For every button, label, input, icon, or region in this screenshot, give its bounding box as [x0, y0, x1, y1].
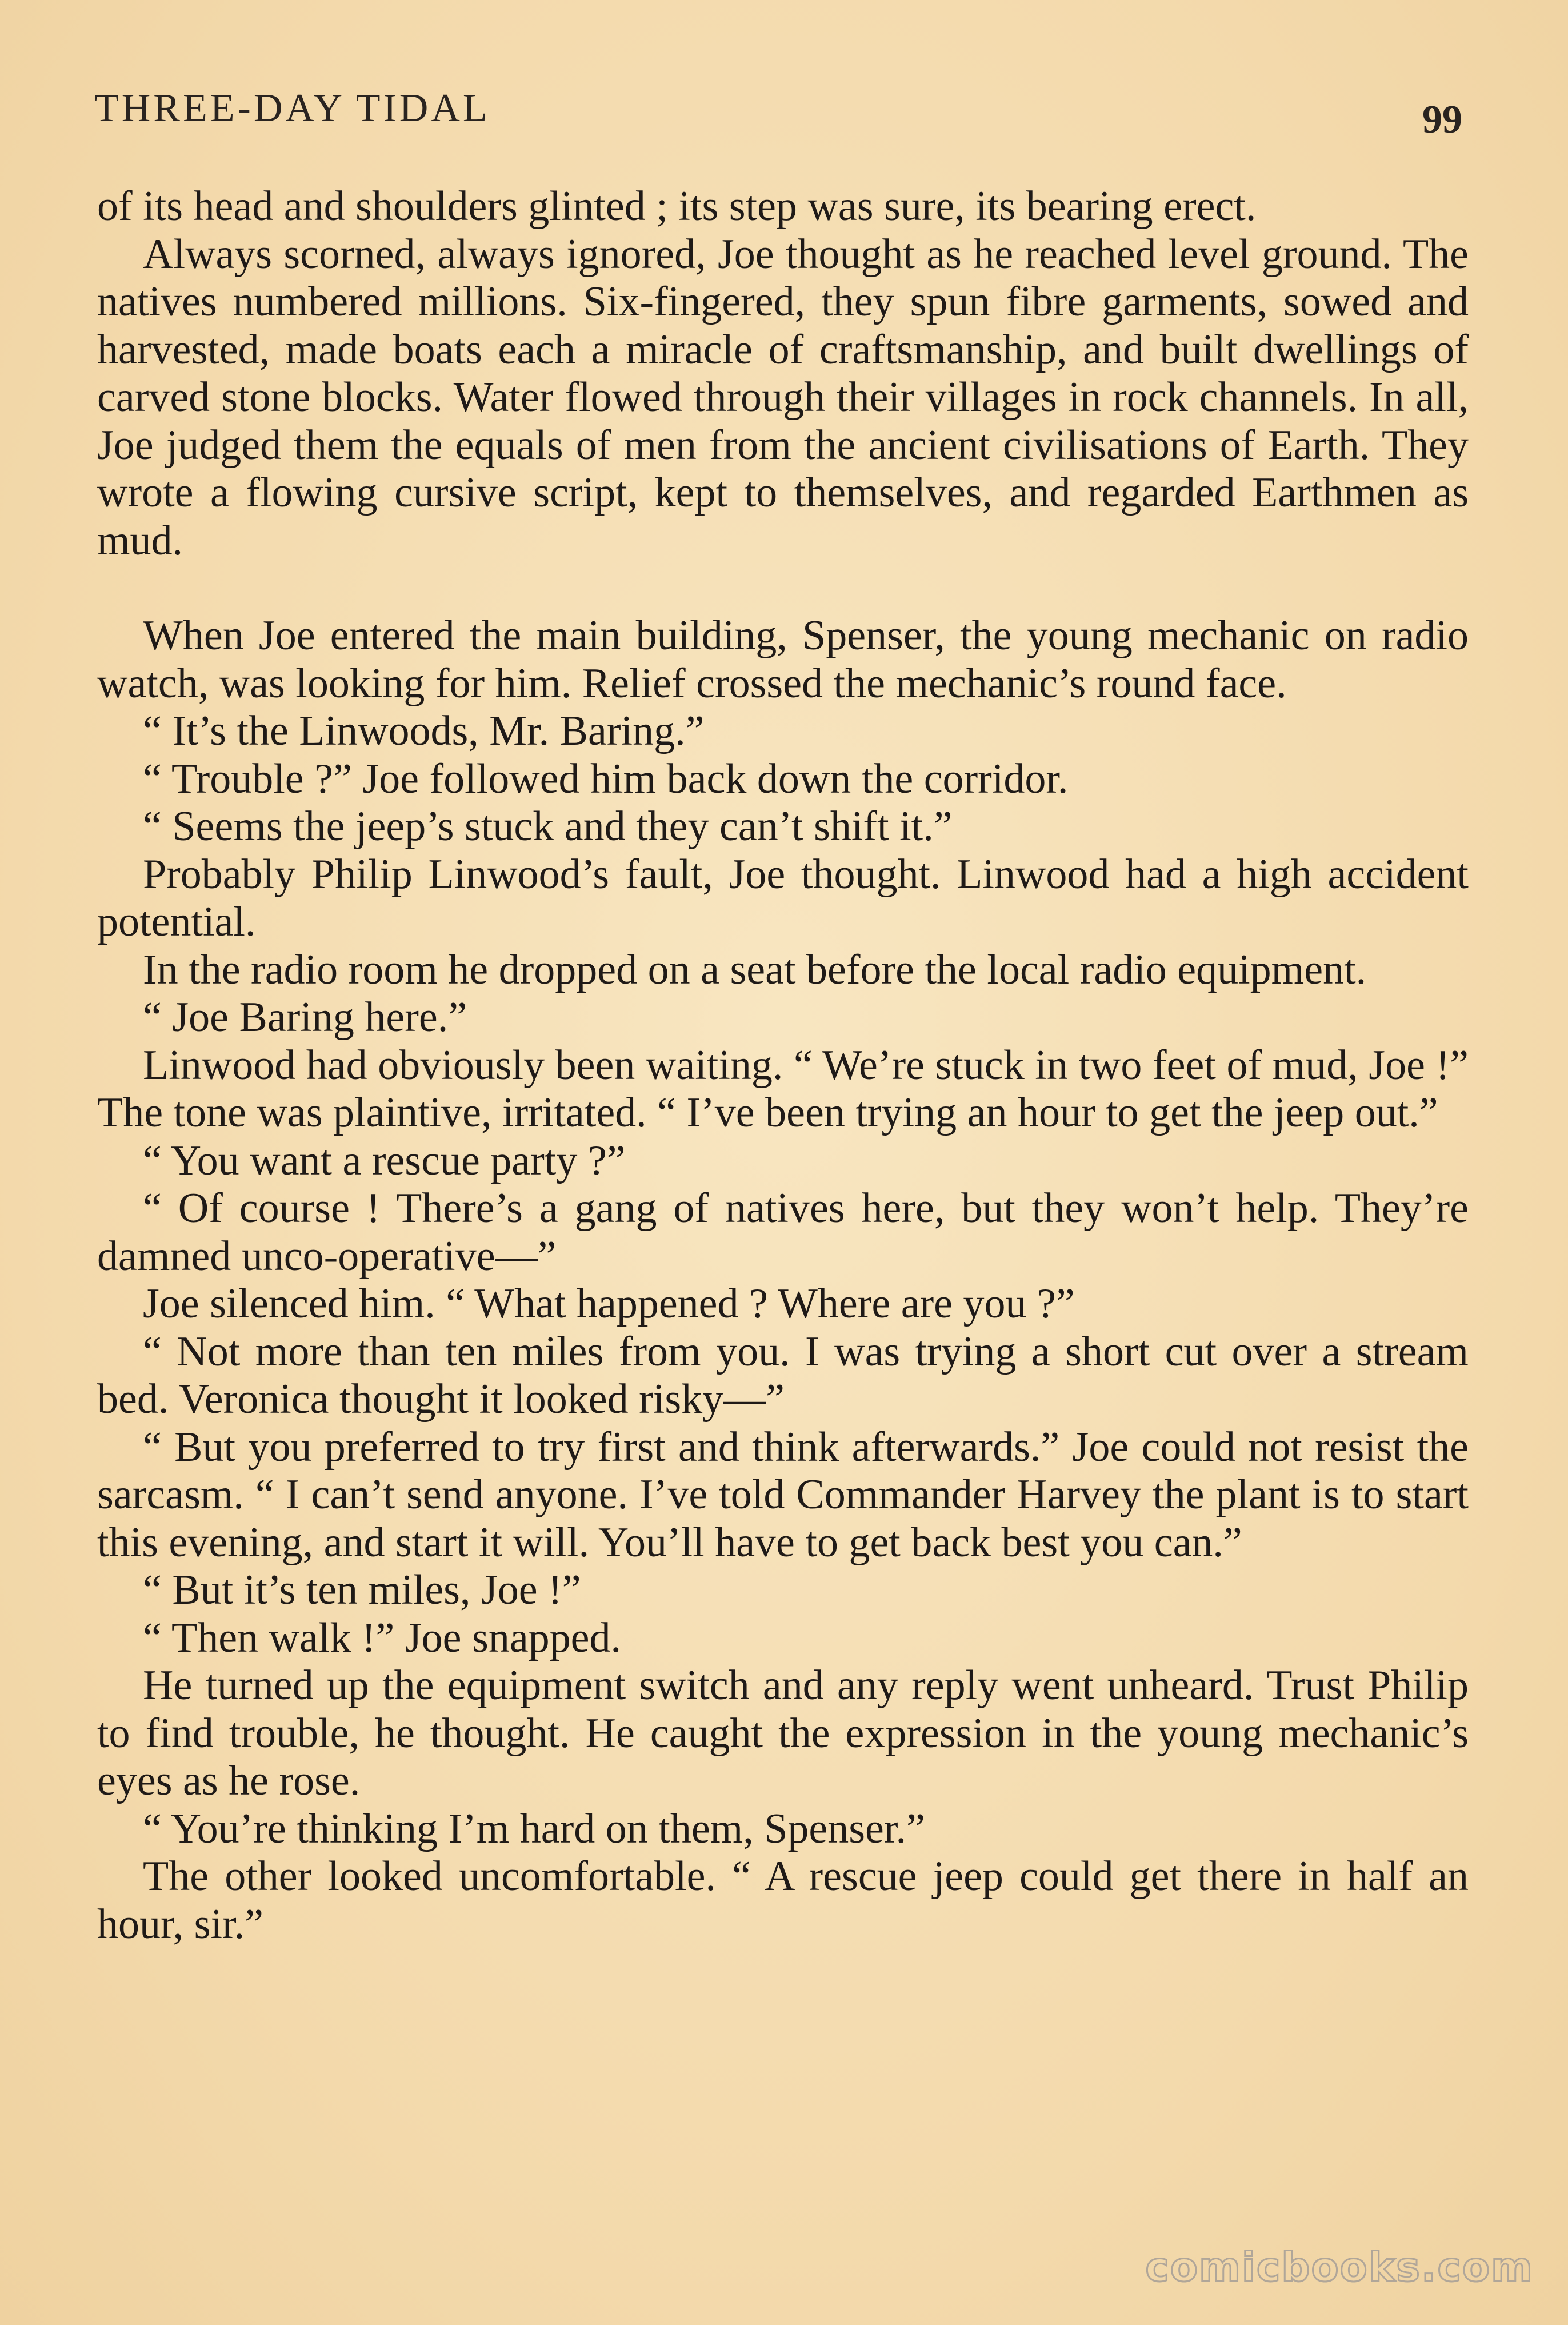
- paragraph: “ Joe Baring here.”: [143, 994, 467, 1041]
- paragraph: “ Trouble ?” Joe followed him back down the corridor.: [143, 755, 1069, 802]
- page-header: [94, 86, 1462, 149]
- paragraph: He turned up the equipment switch and any reply went unheard. Trust Philip to find trouble, he thought. He caught the expression in the young mechanic’s eyes as he rose.: [97, 1662, 1469, 1804]
- paragraph: Probably Philip Linwood’s fault, Joe thought. Linwood had a high accident potential.: [97, 850, 1469, 945]
- paragraph: “ Then walk !” Joe snapped.: [143, 1614, 622, 1661]
- paragraph: “ Of course ! There’s a gang of natives here, but they won’t help. They’re damned unco-operative—”: [97, 1185, 1469, 1280]
- paragraph: The other looked uncomfortable. “ A rescue jeep could get there in half an hour, sir.”: [97, 1853, 1469, 1948]
- paragraph: Always scorned, always ignored, Joe thought as he reached level ground. The natives numbered millions. Six-fingered, they spun fibre garments, sowed and harvested, made boats each a miracle of craftsmanship, and built dwellings of carved stone blocks. Water flowed through their villages in rock channels. In all, Joe judged them the equals of men from the ancient civilisations of Earth. They wrote a flowing cursive script, kept to themselves, and regarded Earthmen as mud.: [97, 230, 1469, 564]
- paragraph: “ You want a rescue party ?”: [143, 1137, 626, 1184]
- watermark: comicbooks.com: [1145, 2244, 1534, 2291]
- paragraph: Joe silenced him. “ What happened ? Where are you ?”: [143, 1280, 1075, 1327]
- paragraph: Linwood had obviously been waiting. “ We’re stuck in two feet of mud, Joe !” The tone was plaintive, irritated. “ I’ve been trying an hour to get the jeep out.”: [97, 1041, 1469, 1136]
- paragraph: “ But you preferred to try first and think afterwards.” Joe could not resist the sarcasm. “ I can’t send anyone. I’ve told Commander Harvey the plant is to start this evening, and start it will. You’ll have to get back best you can.”: [97, 1423, 1469, 1566]
- paragraph: “ But it’s ten miles, Joe !”: [143, 1567, 581, 1613]
- paragraph: In the radio room he dropped on a seat before the local radio equipment.: [143, 946, 1367, 993]
- body-text: [97, 183, 1469, 1948]
- paragraph: “ Seems the jeep’s stuck and they can’t shift it.”: [143, 803, 953, 850]
- paragraph: “ Not more than ten miles from you. I was trying a short cut over a stream bed. Veronica thought it looked risky—”: [97, 1328, 1469, 1423]
- paragraph: When Joe entered the main building, Spenser, the young mechanic on radio watch, was looking for him. Relief crossed the mechanic’s round face.: [97, 612, 1469, 707]
- running-title: THREE-DAY TIDAL: [94, 86, 490, 130]
- paragraph: “ You’re thinking I’m hard on them, Spenser.”: [143, 1805, 925, 1852]
- page-number: 99: [1422, 98, 1462, 142]
- paragraph: “ It’s the Linwoods, Mr. Baring.”: [143, 708, 705, 754]
- paragraph: of its head and shoulders glinted ; its step was sure, its bearing erect.: [97, 183, 1257, 230]
